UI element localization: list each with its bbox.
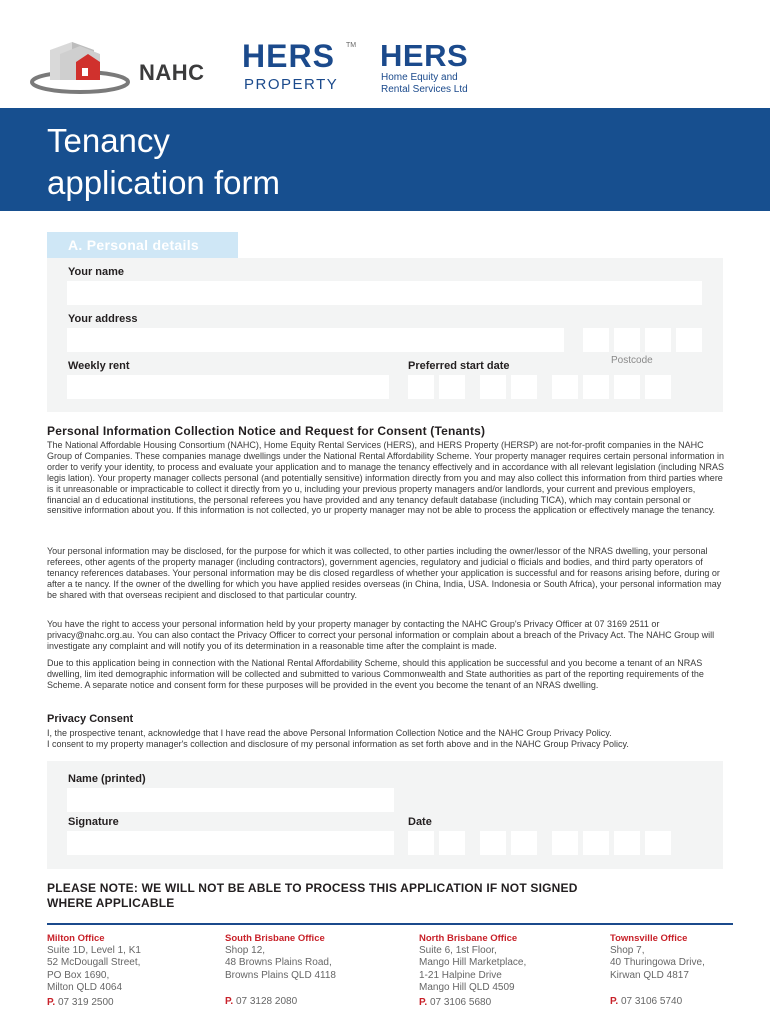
your-name-label: Your name	[68, 266, 125, 278]
start-date-box[interactable]	[511, 375, 537, 399]
date-box[interactable]	[439, 831, 465, 855]
office-phone: P. 07 319 2500	[47, 997, 114, 1009]
privacy-consent-line-2: I consent to my property manager's collection and disclosure of my personal information as set forth above and in the NAHC Group Privacy Policy.	[47, 739, 629, 749]
privacy-consent-line-1: I, the prospective tenant, acknowledge that I have read the above Personal Information Collection Notice and the NAHC Group Privacy Policy.	[47, 728, 612, 738]
postcode-box[interactable]	[614, 328, 640, 352]
date-box[interactable]	[645, 831, 671, 855]
your-address-label: Your address	[68, 313, 138, 325]
notice-paragraph-1: The National Affordable Housing Consortium (NAHC), Home Equity Rental Services (HERS), and HERS Property (HERSP) are not-for-profit companies in the NAHC Group of Companies. These companies manage dwellings under the National Rental Affordability Scheme. Your property manager requires certain personal information in order to verify your identity, to process and evaluate your application and to manage the tenancy effectively and in accordance with all relevant legislation (including NRAS legis lation). Your property manager collects personal (and potentially sensitive) information directly from you and may also collect this information from third parties where is it unreasonable or impracticable to collect it directly from yo u, including your previous property managers and/or landlords, your current and previous employers, financial an d educational institutions, the personal referees you have provided and any tenancy default database (including TICA), which may contain personal or sensitive information about you. If this information is not collected, yo ur property manager may not be able to process the application or effectively manage the tenancy.	[47, 440, 725, 516]
office-townsville: Townsville Office Shop 7, 40 Thuringowa Drive, Kirwan QLD 4817 P. 07 3106 5740	[610, 933, 760, 1008]
privacy-consent-title: Privacy Consent	[47, 713, 134, 725]
date-box[interactable]	[480, 831, 506, 855]
trademark-mark: TM	[346, 42, 357, 49]
postcode-box[interactable]	[583, 328, 609, 352]
date-box[interactable]	[408, 831, 434, 855]
notice-paragraph-2: Your personal information may be disclosed, for the purpose for which it was collected, to other parties including the owner/lessor of the NRAS dwelling, your personal referees, other agents of the property manager (including contractors), government agencies, regulatory and judicial o fficials and bodies, and third party operators of tenancy references databases. Your personal information may be dis closed regardless of whether your application is successful and for reasons arising before, during or after a te nancy. If the owner of the dwelling for which you have applied resides overseas (in China, India, USA. Indonesia or South Africa), your personal information may be shared with that overseas recipient and disclosed to that particular country.	[47, 546, 722, 600]
notice-title: Personal Information Collection Notice and Request for Consent (Tenants)	[47, 424, 486, 438]
nahc-logo-text: NAHC	[139, 60, 205, 85]
start-date-box[interactable]	[614, 375, 640, 399]
office-phone: P. 07 3128 2080	[225, 995, 298, 1007]
office-milton: Milton Office Suite 1D, Level 1, K1 52 McDougall Street, PO Box 1690, Milton QLD 4064 P. 07 319 2500	[47, 933, 217, 1009]
hers-logo-subtitle: Home Equity and Rental Services Ltd	[381, 72, 468, 95]
date-box[interactable]	[511, 831, 537, 855]
start-date-box[interactable]	[480, 375, 506, 399]
notice-paragraph-3: You have the right to access your personal information held by your property manager by contacting the NAHC Group's Privacy Officer at 07 3169 2511 or privacy@nahc.org.au. You can also contact the Privacy Officer to correct your personal information or complain about a breach of the Privacy Act. The NAHC Group will investigate any complaint and will notify you of its determination in a reasonable time after the complaint is made.	[47, 619, 715, 651]
start-date-box[interactable]	[583, 375, 609, 399]
office-phone: P. 07 3106 5740	[610, 995, 683, 1007]
date-label: Date	[408, 816, 432, 828]
start-date-box[interactable]	[552, 375, 578, 399]
weekly-rent-label: Weekly rent	[68, 360, 130, 372]
footer-divider	[47, 923, 733, 925]
page-title: Tenancy application form	[47, 122, 280, 201]
start-date-box[interactable]	[439, 375, 465, 399]
section-a-heading: A. Personal details	[47, 232, 238, 258]
your-address-input[interactable]	[67, 328, 564, 352]
weekly-rent-input[interactable]	[67, 375, 389, 399]
hers-property-logo-title: HERS	[242, 38, 335, 74]
date-box[interactable]	[614, 831, 640, 855]
postcode-label: Postcode	[611, 355, 653, 366]
hers-logo-title: HERS	[380, 38, 469, 73]
signature-label: Signature	[68, 816, 119, 828]
start-date-box[interactable]	[408, 375, 434, 399]
date-box[interactable]	[583, 831, 609, 855]
signature-warning-note: PLEASE NOTE: WE WILL NOT BE ABLE TO PROCESS THIS APPLICATION IF NOT SIGNED WHERE APPLICABLE	[47, 881, 578, 910]
postcode-box[interactable]	[645, 328, 671, 352]
preferred-start-date-label: Preferred start date	[408, 360, 510, 372]
postcode-box[interactable]	[676, 328, 702, 352]
your-name-input[interactable]	[67, 281, 702, 305]
office-south-brisbane: South Brisbane Office Shop 12, 48 Browns Plains Road, Browns Plains QLD 4118 P. 07 3128 2080	[225, 933, 405, 1008]
notice-paragraph-4: Due to this application being in connection with the National Rental Affordability Scheme, should this application be successful and you become a tenant of an NRAS dwelling, lim ited demographic information will be collected and submitted to various Commonwealth and State authorities as part of the reporting requirements of the Scheme. A separate notice and consent form for these purposes will be provided in the event you become the tenant of an NRAS dwelling.	[47, 658, 704, 690]
hers-property-logo-subtitle: PROPERTY	[244, 76, 339, 93]
nahc-logo-icon	[30, 32, 130, 96]
office-north-brisbane: North Brisbane Office Suite 6, 1st Floor, Mango Hill Marketplace, 1-21 Halpine Drive Mango Hill QLD 4509 P. 07 3106 5680	[419, 933, 599, 1009]
name-printed-input[interactable]	[67, 788, 394, 812]
date-box[interactable]	[552, 831, 578, 855]
name-printed-label: Name (printed)	[68, 773, 146, 785]
start-date-box[interactable]	[645, 375, 671, 399]
office-phone: P. 07 3106 5680	[419, 997, 492, 1009]
signature-input[interactable]	[67, 831, 394, 855]
